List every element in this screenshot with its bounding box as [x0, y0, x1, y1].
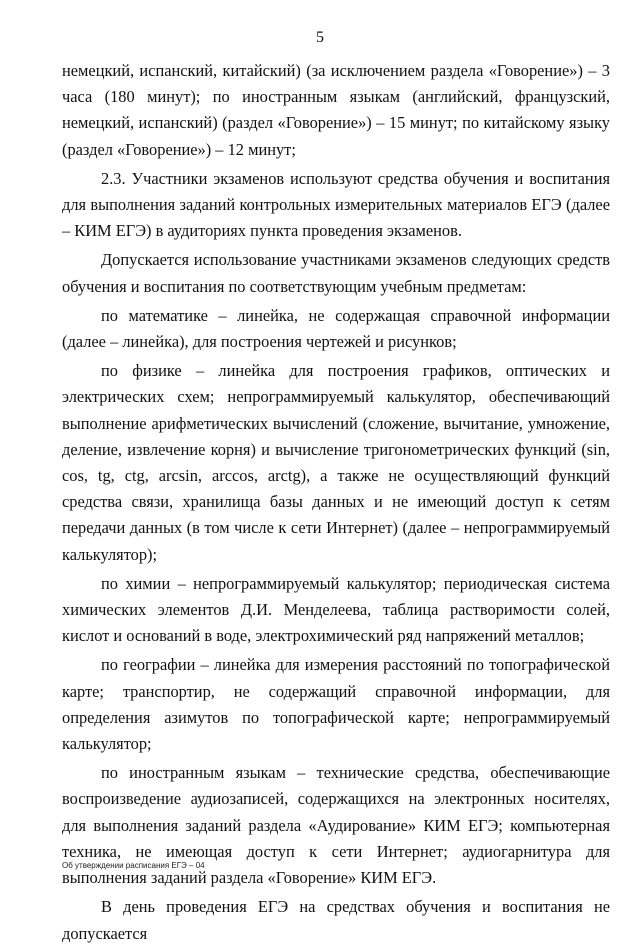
paragraph-2-3: 2.3. Участники экзаменов используют средства обучения и воспитания для выполнения заданий контрольных измерительных материалов ЕГЭ (далее – КИМ ЕГЭ) в аудиториях пункта проведения экзаменов.: [62, 168, 610, 241]
paragraph-physics: по физике – линейка для построения графиков, оптических и электрических схем; непрограммируемый калькулятор, обеспечивающий выполнение арифметических вычислений (сложение, вычитание, умножение, деление, извлечение корня) и вычисление тригонометрических функций (sin, cos, tg, ctg, arcsin, arccos, arctg), а также не осуществляющий функций средства связи, хранилища базы данных и не имеющий доступ к сетям передачи данных (в том числе к сети Интернет) (далее – непрограммируемый калькулятор);: [62, 361, 610, 564]
paragraph-chemistry: по химии – непрограммируемый калькулятор; периодическая система химических элементов Д.И. Менделеева, таблица растворимости солей, кислот и оснований в воде, электрохимический ряд напряжений металлов;: [62, 573, 610, 646]
paragraph-exam-day: В день проведения ЕГЭ на средствах обучения и воспитания не допускается: [62, 897, 610, 943]
paragraph-allowed-intro: Допускается использование участниками экзаменов следующих средств обучения и воспитания по соответствующим учебным предметам:: [62, 250, 610, 296]
paragraph-foreign-languages: по иностранным языкам – технические средства, обеспечивающие воспроизведение аудиозаписей, содержащихся на электронных носителях, для выполнения заданий раздела «Аудирование» КИМ ЕГЭ; компьютерная техника, не имеющая доступ к сети Интернет; аудиогарнитура для выполнения заданий раздела «Говорение» КИМ ЕГЭ.: [62, 763, 610, 888]
paragraph-mathematics: по математике – линейка, не содержащая справочной информации (далее – линейка), для построения чертежей и рисунков;: [62, 305, 610, 352]
paragraph-continuation: немецкий, испанский, китайский) (за исключением раздела «Говорение») – 3 часа (180 минут); по иностранным языкам (английский, французский, немецкий, испанский) (раздел «Говорение») – 15 минут; по китайскому языку (раздел «Говорение») – 12 минут;: [62, 61, 610, 159]
page-number: 5: [316, 29, 324, 46]
document-body: [62, 58, 610, 950]
paragraph-geography: по географии – линейка для измерения расстояний по топографической карте; транспортир, не содержащий справочной информации, для определения азимутов по топографической карте; непрограммируемый калькулятор;: [62, 655, 610, 754]
document-footer: Об утверждении расписания ЕГЭ – 04: [62, 861, 205, 870]
